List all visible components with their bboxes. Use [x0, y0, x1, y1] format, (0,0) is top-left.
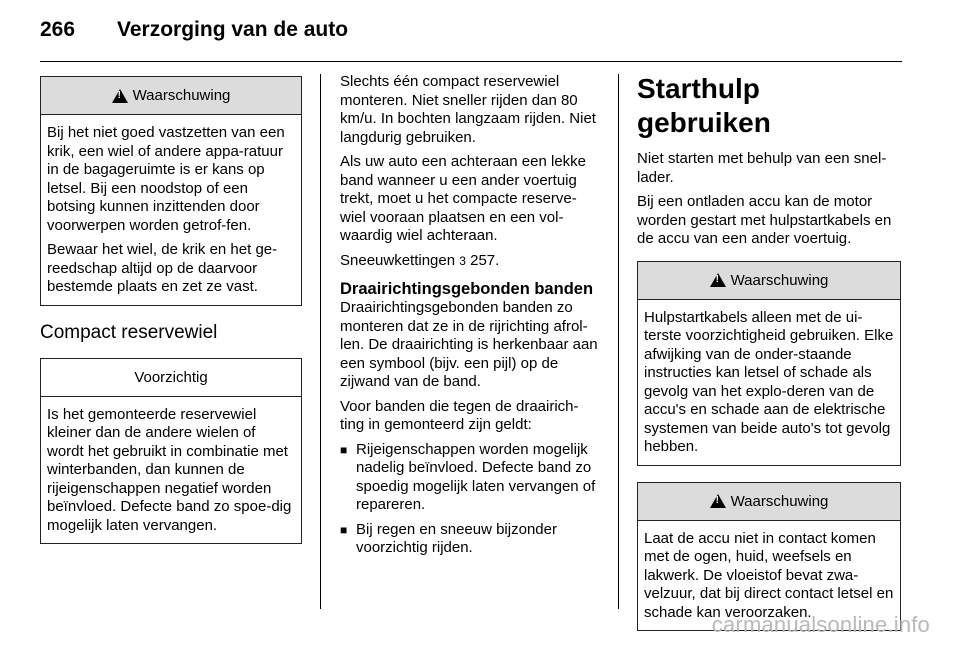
- subheading-directional-tyres: Draairichtingsgebonden banden: [340, 280, 594, 298]
- caution-box-header: [41, 359, 301, 397]
- warning-box-header: [41, 77, 301, 115]
- body-paragraph: Als uw auto een achteraan een lekke band wanneer u een ander voertuig trekt, moet u het compacte reserve-wiel vooraan plaatsen en een vol-waardig wiel achteraan.: [340, 153, 586, 244]
- reference-text: Sneeuwkettingen: [340, 251, 456, 269]
- warning-paragraph: Bij het niet goed vastzetten van een krik, een wiel of andere appa-ratuur in de bagageruimte is er kans op letsel. Bij een noodstop of een botsing kunnen inzittenden door voorwerpen worden getrof-fen.: [47, 124, 285, 234]
- warning-heading: Waarschuwing: [730, 271, 829, 289]
- body-paragraph: Slechts één compact reservewiel monteren. Niet sneller rijden dan 80 km/u. In bochten langzaam rijden. Niet langdurig gebruiken.: [340, 73, 596, 146]
- watermark: carmanualsonline.info: [711, 612, 930, 637]
- list-item: [340, 521, 602, 558]
- caution-box: [40, 358, 302, 545]
- list-item: [340, 441, 602, 515]
- warning-box-acid: [637, 482, 901, 632]
- warning-box-header: [638, 262, 900, 300]
- page-header: [40, 18, 900, 52]
- warning-paragraph: Bewaar het wiel, de krik en het ge-reedschap altijd op de daarvoor bestemde plaats en zet ze vast.: [47, 241, 278, 295]
- warning-box-luggage: [40, 76, 302, 306]
- column-middle: [340, 73, 602, 564]
- warning-heading: Waarschuwing: [132, 87, 231, 104]
- list-item-text: Rijeigenschappen worden mogelijk nadelig beïnvloed. Defecte band zo spoedig mogelijk laten vervangen of repareren.: [356, 440, 596, 513]
- column-left: [40, 76, 302, 560]
- caution-heading: Voorzichtig: [134, 368, 208, 386]
- body-paragraph: Voor banden die tegen de draairich-ting in gemonteerd zijn geldt:: [340, 397, 579, 433]
- warning-heading: Waarschuwing: [730, 492, 829, 510]
- warning-triangle-icon: [710, 273, 726, 287]
- bullet-square-icon: ■: [340, 442, 348, 457]
- warning-box-header: [638, 483, 900, 521]
- list-item-text: Bij regen en sneeuw bijzonder voorzichtig rijden.: [356, 520, 557, 556]
- warning-triangle-icon: [710, 494, 726, 508]
- column-right: [637, 72, 901, 647]
- cross-reference: [340, 252, 602, 271]
- warning-box-jump-cables: [637, 261, 901, 466]
- body-paragraph: Draairichtingsgebonden banden zo monteren dat ze in de rijrichting afrol-len. De draairichting is herkenbaar aan een symbool (bijv. een pijl) op de zijwand van de band.: [340, 299, 598, 390]
- column-divider-2: [618, 74, 619, 609]
- section-heading-compact-spare: Compact reservewiel: [40, 321, 218, 343]
- warning-box-body: [41, 115, 301, 305]
- bullet-square-icon: ■: [340, 522, 348, 537]
- reference-page: 257.: [470, 251, 500, 269]
- warning-triangle-icon: [112, 89, 128, 103]
- bullet-list: [340, 441, 602, 558]
- page-number: 266: [40, 18, 76, 41]
- section-heading-jump-start: Starthulp gebruiken: [637, 73, 771, 138]
- warning-paragraph: Laat de accu niet in contact komen met de ogen, huid, weefsels en lakwerk. De vloeistof bevat zwa-velzuur, dat bij direct contact letsel en schade kan veroorzaken.: [644, 529, 894, 621]
- body-paragraph: Niet starten met behulp van een snel-lader.: [637, 150, 887, 186]
- warning-paragraph: Hulpstartkabels alleen met de ui-terste voorzichtigheid gebruiken. Elke afwijking van de onder-staande instructies kan letsel of schade als gevolg van het explo-deren van de accu's en schade aan de elektrische systemen van beide auto's tot gevolg hebben.: [644, 308, 894, 455]
- caution-box-body: [41, 397, 301, 544]
- caution-paragraph: Is het gemonteerde reservewiel kleiner dan de andere wielen of wordt het gebruikt in combinatie met winterbanden, dan kunnen de rijeigenschappen negatief worden beïnvloed. Defecte band zo spoe-dig mogelijk laten vervangen.: [47, 405, 292, 534]
- page-reference-icon: 3: [459, 253, 466, 268]
- body-paragraph: Bij een ontladen accu kan de motor worden gestart met hulpstartkabels en de accu van een ander voertuig.: [637, 193, 892, 247]
- warning-box-body: [638, 300, 900, 465]
- header-divider: [40, 61, 902, 62]
- column-divider-1: [320, 74, 321, 609]
- page-title: Verzorging van de auto: [117, 18, 349, 41]
